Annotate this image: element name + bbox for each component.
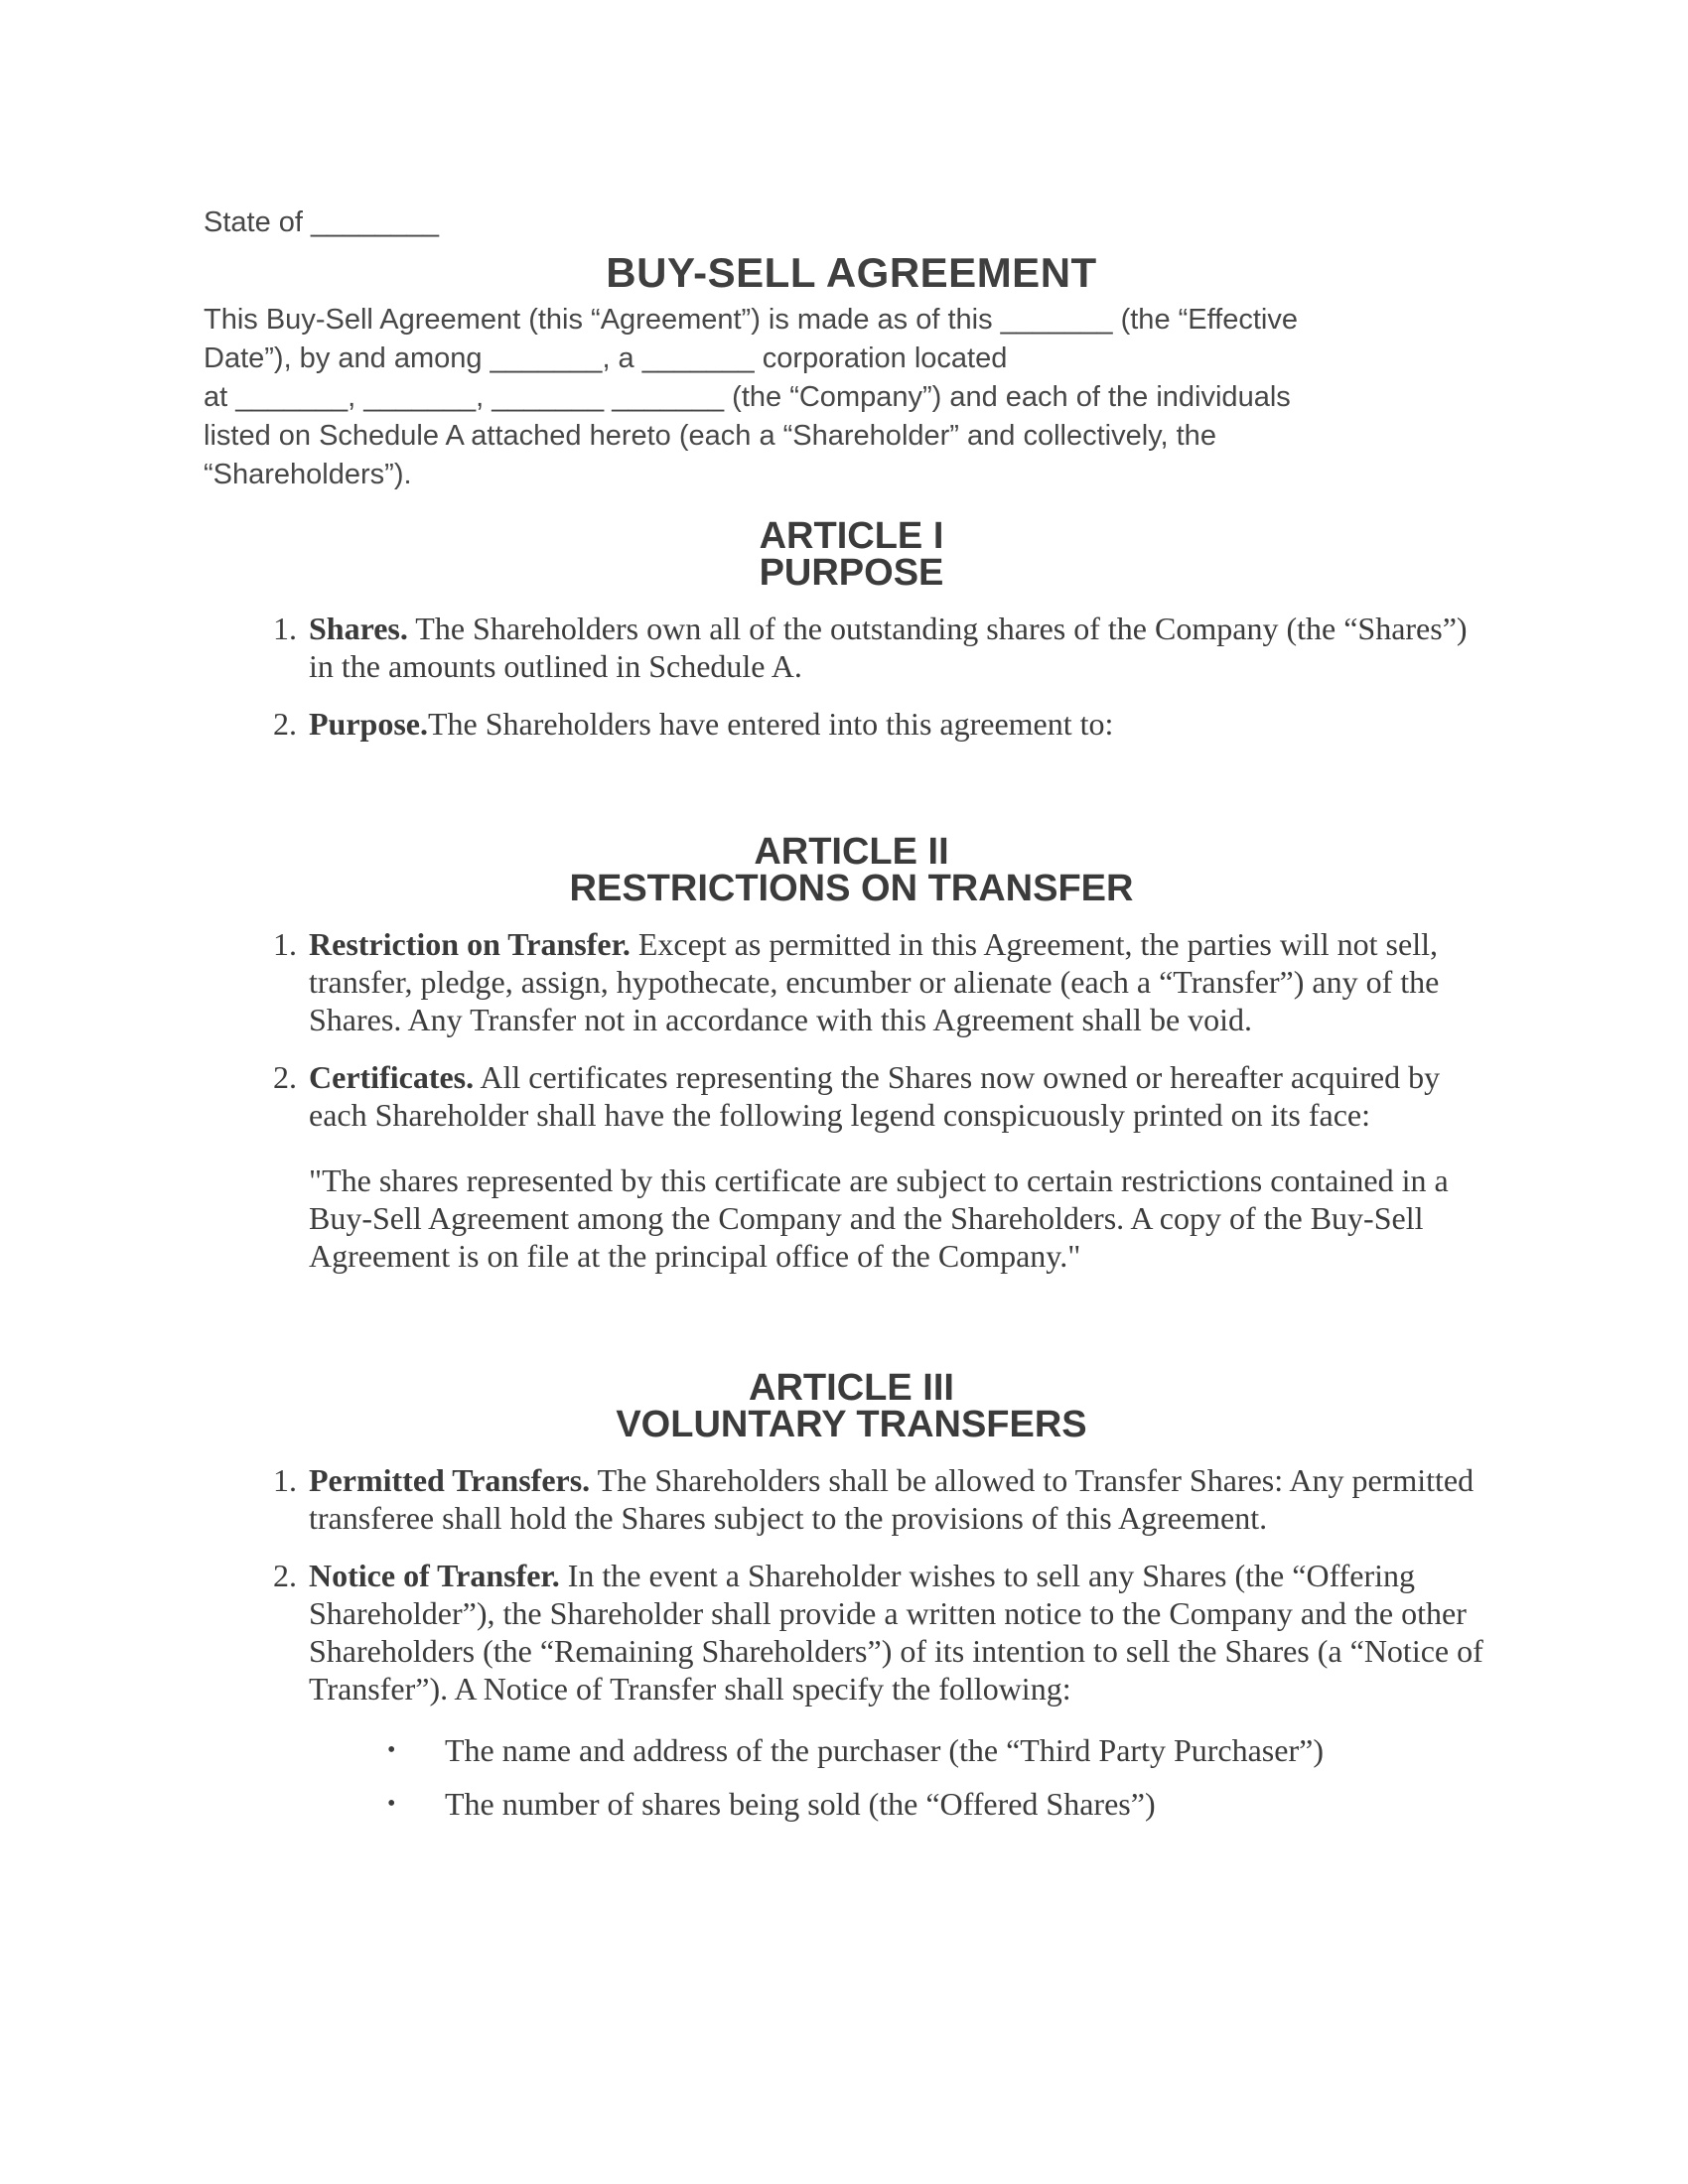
state-of-line: State of ________: [204, 206, 440, 238]
list-item-notice-of-transfer: [273, 1557, 1499, 1707]
item-text: [309, 610, 1485, 685]
article-3-section: [204, 1367, 1499, 1823]
article-3-heading: [204, 1367, 1499, 1445]
item-label: Shares.: [309, 611, 408, 646]
document-title: BUY-SELL AGREEMENT: [606, 249, 1097, 296]
article-3-title: VOLUNTARY TRANSFERS: [616, 1404, 1087, 1445]
intro-line-2: Date”), by and among _______, a _______ corporation located: [204, 342, 1008, 374]
article-3-items: [204, 1461, 1499, 1707]
item-number: 2.: [273, 706, 297, 742]
item-label: Notice of Transfer.: [309, 1558, 560, 1593]
bullet-item-offered-shares: [387, 1785, 1499, 1823]
certificate-legend-quote: "The shares represented by this certificate are subject to certain restrictions contained in a Buy-Sell Agreement among the Company and the Shareholders. A copy of the Buy-Sell Agreement is on file at the principal office of the Company.": [309, 1162, 1449, 1274]
list-item-purpose: [273, 705, 1499, 743]
item-number: 2.: [273, 1558, 297, 1593]
intro-line-1: This Buy-Sell Agreement (this “Agreement”) is made as of this _______ (the “Effective: [204, 304, 1298, 336]
bullet-text: The number of shares being sold (the “Offered Shares”): [445, 1786, 1156, 1822]
item-body: All certificates representing the Shares now owned or hereafter acquired by each Shareholder shall have the following legend conspicuously printed on its face:: [309, 1059, 1441, 1133]
article-2-items: [204, 925, 1499, 1134]
item-body: The Shareholders shall be allowed to Transfer Shares: Any permitted transferee shall hold the Shares subject to the provisions of this Agreement.: [309, 1462, 1475, 1536]
item-text: [309, 1557, 1485, 1707]
item-label: Restriction on Transfer.: [309, 926, 631, 962]
list-item-restriction-on-transfer: [273, 925, 1499, 1038]
article-2-heading: [204, 831, 1499, 909]
item-text: [309, 1058, 1485, 1134]
item-label: Permitted Transfers.: [309, 1462, 591, 1498]
item-body: Except as permitted in this Agreement, the parties will not sell, transfer, pledge, assign, hypothecate, encumber or alienate (each a “Transfer”) any of the Shares. Any Transfer not in accordance with this Agreement shall be void.: [309, 926, 1440, 1037]
item-text: [309, 705, 1485, 743]
intro-line-4: listed on Schedule A attached hereto (each a “Shareholder” and collectively, the: [204, 420, 1216, 452]
list-item-permitted-transfers: [273, 1461, 1499, 1537]
article-2-title: RESTRICTIONS ON TRANSFER: [569, 868, 1134, 909]
item-number: 2.: [273, 1059, 297, 1095]
article-1-heading: [204, 515, 1499, 594]
document-content: [204, 204, 1499, 1823]
article-2-number: ARTICLE II: [754, 831, 949, 873]
intro-line-3: at _______, _______, _______ _______ (the “Company”) and each of the individuals: [204, 381, 1291, 413]
list-item-shares: [273, 610, 1499, 685]
bullet-icon: •: [387, 1791, 396, 1817]
item-body: The Shareholders have entered into this agreement to:: [428, 706, 1114, 742]
item-number: 1.: [273, 926, 297, 962]
bullet-item-third-party-purchaser: [387, 1731, 1499, 1769]
list-item-certificates: [273, 1058, 1499, 1134]
article-2-section: [204, 831, 1499, 1275]
item-body: The Shareholders own all of the outstanding shares of the Company (the “Shares”) in the amounts outlined in Schedule A.: [309, 611, 1468, 684]
article-1-number: ARTICLE I: [759, 515, 944, 557]
item-body: In the event a Shareholder wishes to sell any Shares (the “Offering Shareholder”), the Shareholder shall provide a written notice to the Company and the other Shareholders (the “Remaining Shareholders”) of its intention to sell the Shares (a “Notice of Transfer”). A Notice of Transfer shall specify the following:: [309, 1558, 1483, 1706]
item-text: [309, 925, 1485, 1038]
item-number: 1.: [273, 611, 297, 646]
item-label: Purpose.: [309, 706, 428, 742]
article-1-title: PURPOSE: [759, 552, 944, 594]
bullet-text: The name and address of the purchaser (the “Third Party Purchaser”): [445, 1732, 1324, 1768]
article-1-items: [204, 610, 1499, 743]
item-label: Certificates.: [309, 1059, 475, 1095]
bullet-icon: •: [387, 1737, 396, 1763]
intro-paragraph: [204, 301, 1499, 494]
article-1-section: [204, 515, 1499, 743]
article-3-number: ARTICLE III: [749, 1367, 954, 1409]
item-text: [309, 1461, 1485, 1537]
item-number: 1.: [273, 1462, 297, 1498]
notice-of-transfer-bullets: [204, 1731, 1499, 1823]
intro-line-5: “Shareholders”).: [204, 459, 412, 490]
